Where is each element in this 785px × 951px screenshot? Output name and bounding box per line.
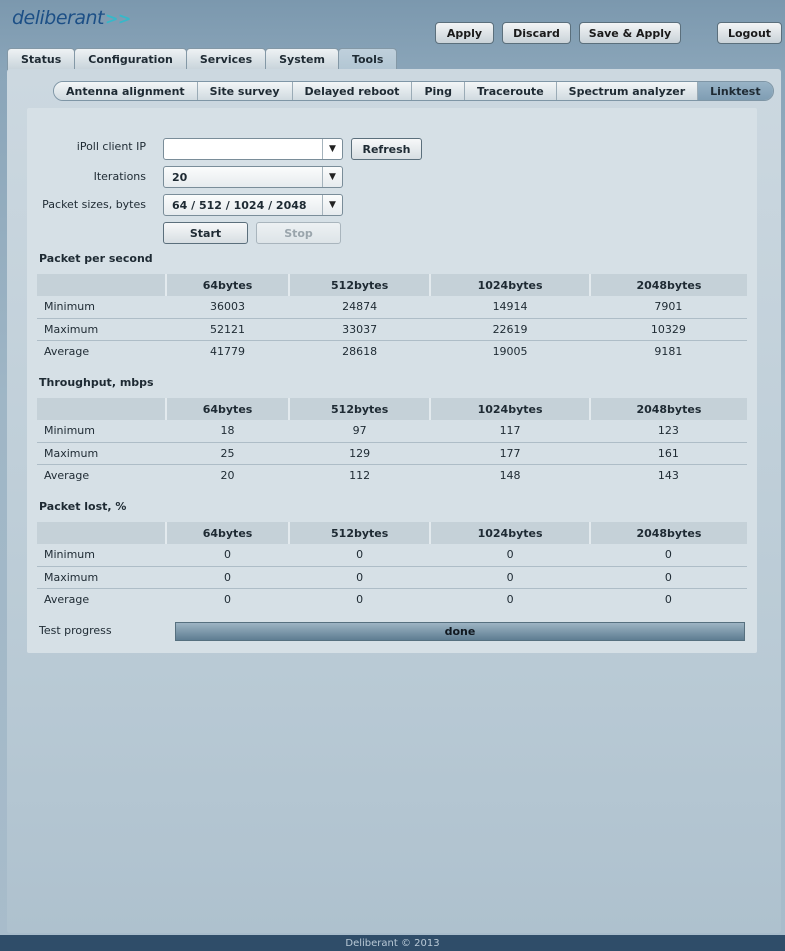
tab-services[interactable]: Services xyxy=(186,48,266,70)
deliberant-logo xyxy=(12,7,131,29)
table-row xyxy=(37,566,747,588)
iterations-value: 20 xyxy=(172,170,188,184)
table-cell: 0 xyxy=(356,592,364,606)
logo-text: deliberant xyxy=(12,7,105,29)
table-cell: 22619 xyxy=(430,318,590,340)
packet-sizes-select[interactable] xyxy=(163,194,343,216)
row-label: Minimum xyxy=(37,544,166,566)
table-header-row xyxy=(37,522,747,544)
table-cell: 0 xyxy=(289,544,430,566)
table-cell: 18 xyxy=(166,420,289,442)
table-cell: 20 xyxy=(220,468,235,482)
table-cell: 0 xyxy=(289,566,430,588)
row-label: Average xyxy=(44,468,90,482)
main-tabs xyxy=(7,48,396,70)
column-header: 1024bytes xyxy=(430,522,590,544)
table-cell: 0 xyxy=(590,544,747,566)
table-cell: 7901 xyxy=(590,296,747,318)
table-cell: 112 xyxy=(349,468,371,482)
ipoll-label: iPoll client IP xyxy=(76,140,146,153)
save-apply-button[interactable]: Save & Apply xyxy=(579,22,681,44)
table-cell: 123 xyxy=(590,420,747,442)
table-cell: 0 xyxy=(664,592,672,606)
subtab-spectrum-analyzer[interactable]: Spectrum analyzer xyxy=(557,82,699,100)
chevron-down-icon[interactable]: ▼ xyxy=(322,139,342,159)
table-cell: 177 xyxy=(430,442,590,464)
table-cell: 0 xyxy=(224,592,232,606)
ipoll-client-ip-combo[interactable] xyxy=(163,138,343,160)
tab-system[interactable]: System xyxy=(265,48,339,70)
tab-status[interactable]: Status xyxy=(7,48,75,70)
logo-chevrons-icon: >> xyxy=(105,9,131,28)
start-button[interactable]: Start xyxy=(163,222,248,244)
table-row xyxy=(37,442,747,464)
table-cell: 0 xyxy=(166,566,289,588)
footer-copyright: Deliberant © 2013 xyxy=(0,935,785,951)
table-cell: 0 xyxy=(430,566,590,588)
table-cell: 19005 xyxy=(492,344,528,358)
subtab-delayed-reboot[interactable]: Delayed reboot xyxy=(293,82,413,100)
column-header: 2048bytes xyxy=(590,522,747,544)
row-label: Maximum xyxy=(37,566,166,588)
packet-sizes-value: 64 / 512 / 1024 / 2048 xyxy=(172,198,307,212)
section-title-throughput: Throughput, mbps xyxy=(39,376,154,389)
progress-status: done xyxy=(444,625,476,638)
table-row xyxy=(37,420,747,442)
column-header: 512bytes xyxy=(289,274,430,296)
column-header: 2048bytes xyxy=(590,398,747,420)
subtab-traceroute[interactable]: Traceroute xyxy=(465,82,557,100)
column-header: 64bytes xyxy=(166,398,289,420)
header-blank xyxy=(37,522,166,544)
column-header: 2048bytes xyxy=(590,274,747,296)
table-cell: 148 xyxy=(499,468,521,482)
table-cell: 0 xyxy=(590,566,747,588)
row-label: Maximum xyxy=(37,318,166,340)
pps-table xyxy=(37,274,747,362)
table-cell: 0 xyxy=(430,544,590,566)
row-label: Minimum xyxy=(37,296,166,318)
subtab-linktest[interactable]: Linktest xyxy=(698,82,772,100)
table-cell: 41779 xyxy=(210,344,246,358)
table-cell: 14914 xyxy=(430,296,590,318)
chevron-down-icon[interactable]: ▼ xyxy=(322,167,342,187)
tab-tools[interactable]: Tools xyxy=(338,48,397,70)
packet-sizes-label: Packet sizes, bytes xyxy=(42,198,146,211)
table-header-row xyxy=(37,398,747,420)
throughput-table xyxy=(37,398,747,486)
table-cell: 28618 xyxy=(342,344,378,358)
tab-configuration[interactable]: Configuration xyxy=(74,48,187,70)
logout-button[interactable]: Logout xyxy=(717,22,782,44)
column-header: 512bytes xyxy=(289,398,430,420)
table-row xyxy=(37,464,747,486)
header-blank xyxy=(37,398,166,420)
column-header: 1024bytes xyxy=(430,274,590,296)
table-cell: 0 xyxy=(506,592,514,606)
table-cell: 0 xyxy=(166,544,289,566)
table-row xyxy=(37,340,747,362)
tools-subtabs xyxy=(53,81,774,101)
header-blank xyxy=(37,274,166,296)
section-title-packet-lost: Packet lost, % xyxy=(39,500,127,513)
row-label: Average xyxy=(44,344,90,358)
iterations-label: Iterations xyxy=(93,170,146,183)
table-cell: 97 xyxy=(289,420,430,442)
test-progress-bar xyxy=(175,622,745,641)
subtab-ping[interactable]: Ping xyxy=(412,82,465,100)
table-row xyxy=(37,296,747,318)
row-label: Average xyxy=(44,592,90,606)
column-header: 1024bytes xyxy=(430,398,590,420)
table-row xyxy=(37,318,747,340)
table-row xyxy=(37,588,747,610)
column-header: 64bytes xyxy=(166,274,289,296)
discard-button[interactable]: Discard xyxy=(502,22,571,44)
table-cell: 10329 xyxy=(590,318,747,340)
table-cell: 25 xyxy=(166,442,289,464)
chevron-down-icon[interactable]: ▼ xyxy=(322,195,342,215)
table-cell: 24874 xyxy=(289,296,430,318)
subtab-antenna-alignment[interactable]: Antenna alignment xyxy=(54,82,198,100)
table-cell: 52121 xyxy=(166,318,289,340)
row-label: Minimum xyxy=(37,420,166,442)
iterations-select[interactable] xyxy=(163,166,343,188)
table-cell: 117 xyxy=(430,420,590,442)
column-header: 64bytes xyxy=(166,522,289,544)
section-title-pps: Packet per second xyxy=(39,252,153,265)
table-row xyxy=(37,544,747,566)
test-progress-label: Test progress xyxy=(39,624,112,637)
column-header: 512bytes xyxy=(289,522,430,544)
table-header-row xyxy=(37,274,747,296)
table-cell: 33037 xyxy=(289,318,430,340)
table-cell: 9181 xyxy=(654,344,683,358)
packet-lost-table xyxy=(37,522,747,610)
table-cell: 36003 xyxy=(166,296,289,318)
table-cell: 129 xyxy=(289,442,430,464)
table-cell: 143 xyxy=(657,468,679,482)
apply-button[interactable]: Apply xyxy=(435,22,494,44)
subtab-site-survey[interactable]: Site survey xyxy=(198,82,293,100)
refresh-button[interactable]: Refresh xyxy=(351,138,422,160)
stop-button[interactable]: Stop xyxy=(256,222,341,244)
table-cell: 161 xyxy=(590,442,747,464)
row-label: Maximum xyxy=(37,442,166,464)
